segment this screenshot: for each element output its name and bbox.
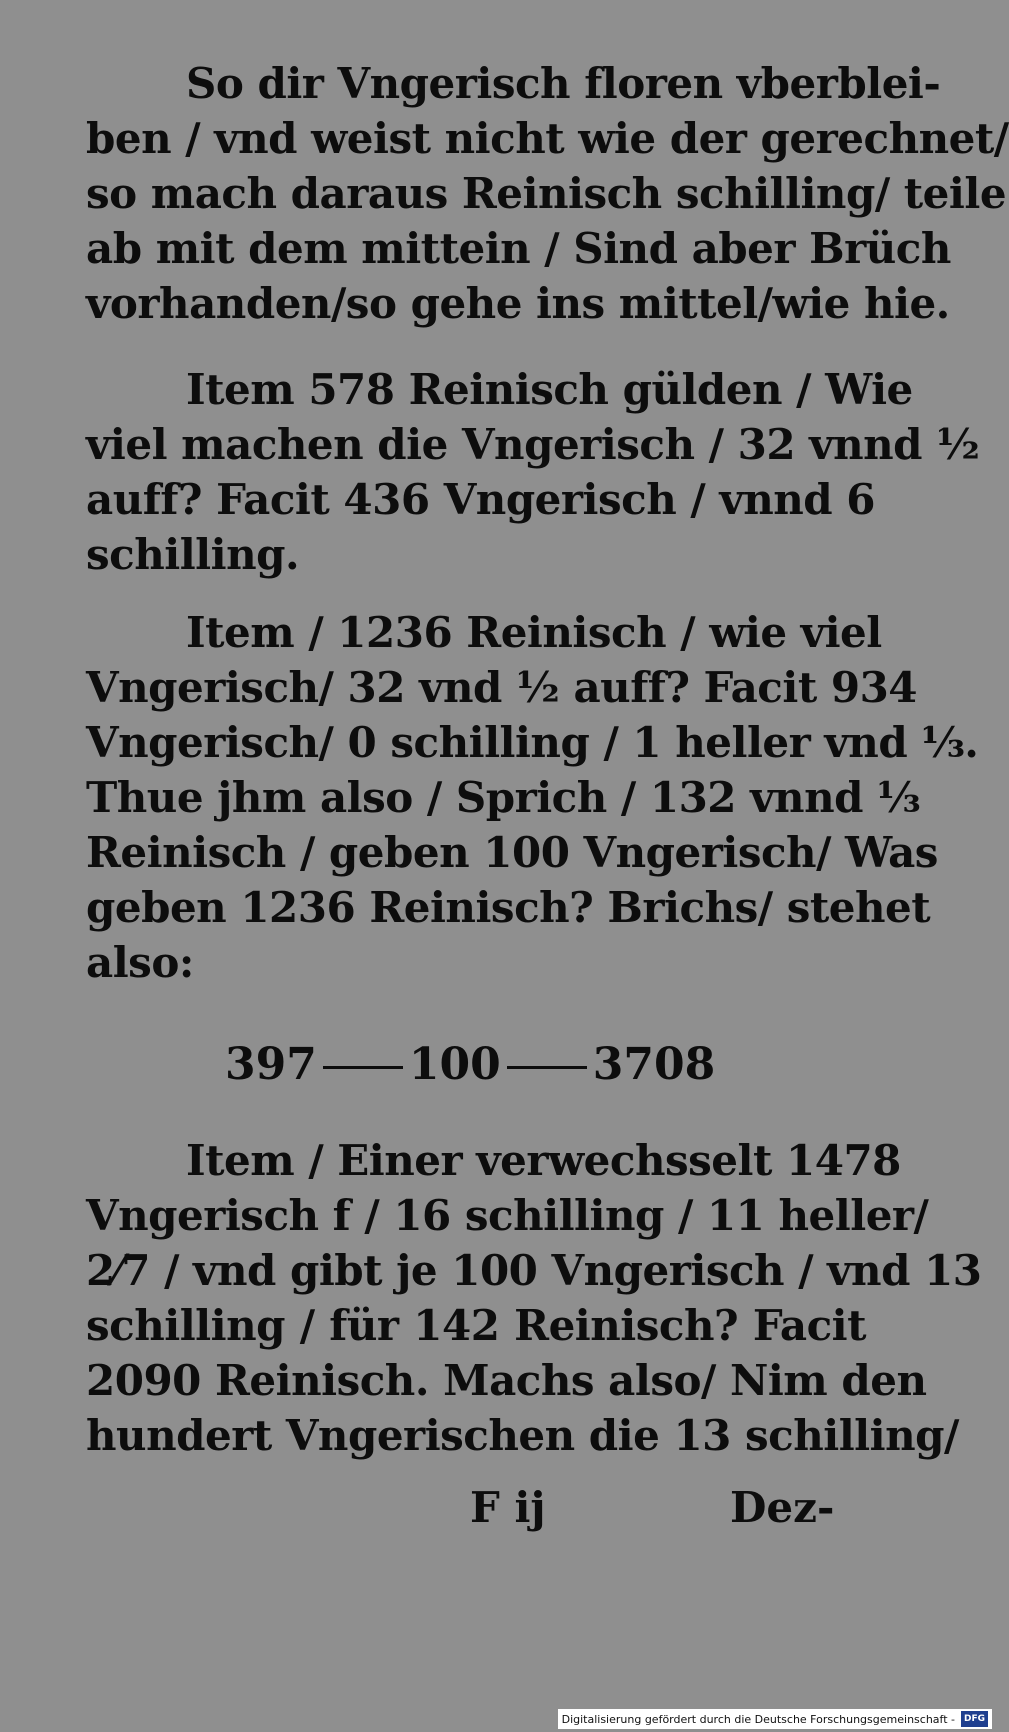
paragraph-2 (86, 362, 980, 582)
text-line: 2⁄7 / vnd gibt je 100 Vngerisch / vnd 13 (86, 1246, 982, 1295)
proportion-line (225, 1035, 715, 1095)
text-line: Vngerisch/ 32 vnd ½ auff? Facit 934 (86, 663, 918, 712)
footer-credit (558, 1709, 992, 1729)
text-line: ben / vnd weist nicht wie der gerechnet/ (86, 114, 1009, 163)
text-line: auff? Facit 436 Vngerisch / vnnd 6 (86, 475, 876, 524)
text-line: ab mit dem mittein / Sind aber Brüch (86, 224, 951, 273)
text-line: Vngerisch/ 0 schilling / 1 heller vnd ⅓. (86, 718, 979, 767)
proportion-dash (507, 1066, 587, 1069)
proportion-term-a: 397 (225, 1039, 317, 1090)
proportion-term-b: 100 (408, 1039, 501, 1090)
text-line: Item / 1236 Reinisch / wie viel (186, 608, 882, 657)
dfg-logo: DFG (961, 1711, 988, 1727)
text-line: 2090 Reinisch. Machs also/ Nim den (86, 1356, 927, 1405)
text-line: Vngerisch f / 16 schilling / 11 heller/ (86, 1191, 929, 1240)
text-line: hundert Vngerischen die 13 schilling/ (86, 1411, 959, 1460)
text-line: Item / Einer verwechsselt 1478 (186, 1136, 901, 1185)
text-line: schilling. (86, 530, 300, 579)
paragraph-4 (86, 1133, 982, 1463)
catchword: Dez- (730, 1483, 835, 1532)
text-line: viel machen die Vngerisch / 32 vnnd ½ (86, 420, 980, 469)
paragraph-3 (86, 605, 979, 990)
text-line: geben 1236 Reinisch? Brichs/ stehet (86, 883, 931, 932)
paragraph-1 (86, 56, 1009, 331)
proportion-term-c: 3708 (592, 1039, 716, 1090)
text-line: so mach daraus Reinisch schilling/ teile (86, 169, 1007, 218)
signature-mark: F ij (470, 1483, 546, 1532)
text-line: schilling / für 142 Reinisch? Facit (86, 1301, 866, 1350)
proportion-dash (323, 1066, 403, 1069)
text-line: Item 578 Reinisch gülden / Wie (186, 365, 913, 414)
text-line: Thue jhm also / Sprich / 132 vnnd ⅓ (86, 773, 921, 822)
footer-text: Digitalisierung gefördert durch die Deutsche Forschungsgemeinschaft - (561, 1712, 955, 1726)
text-line: Reinisch / geben 100 Vngerisch/ Was (86, 828, 938, 877)
text-line: also: (86, 938, 194, 987)
text-line: So dir Vngerisch floren vberblei- (186, 59, 941, 108)
text-line: vorhanden/so gehe ins mittel/wie hie. (86, 279, 950, 328)
